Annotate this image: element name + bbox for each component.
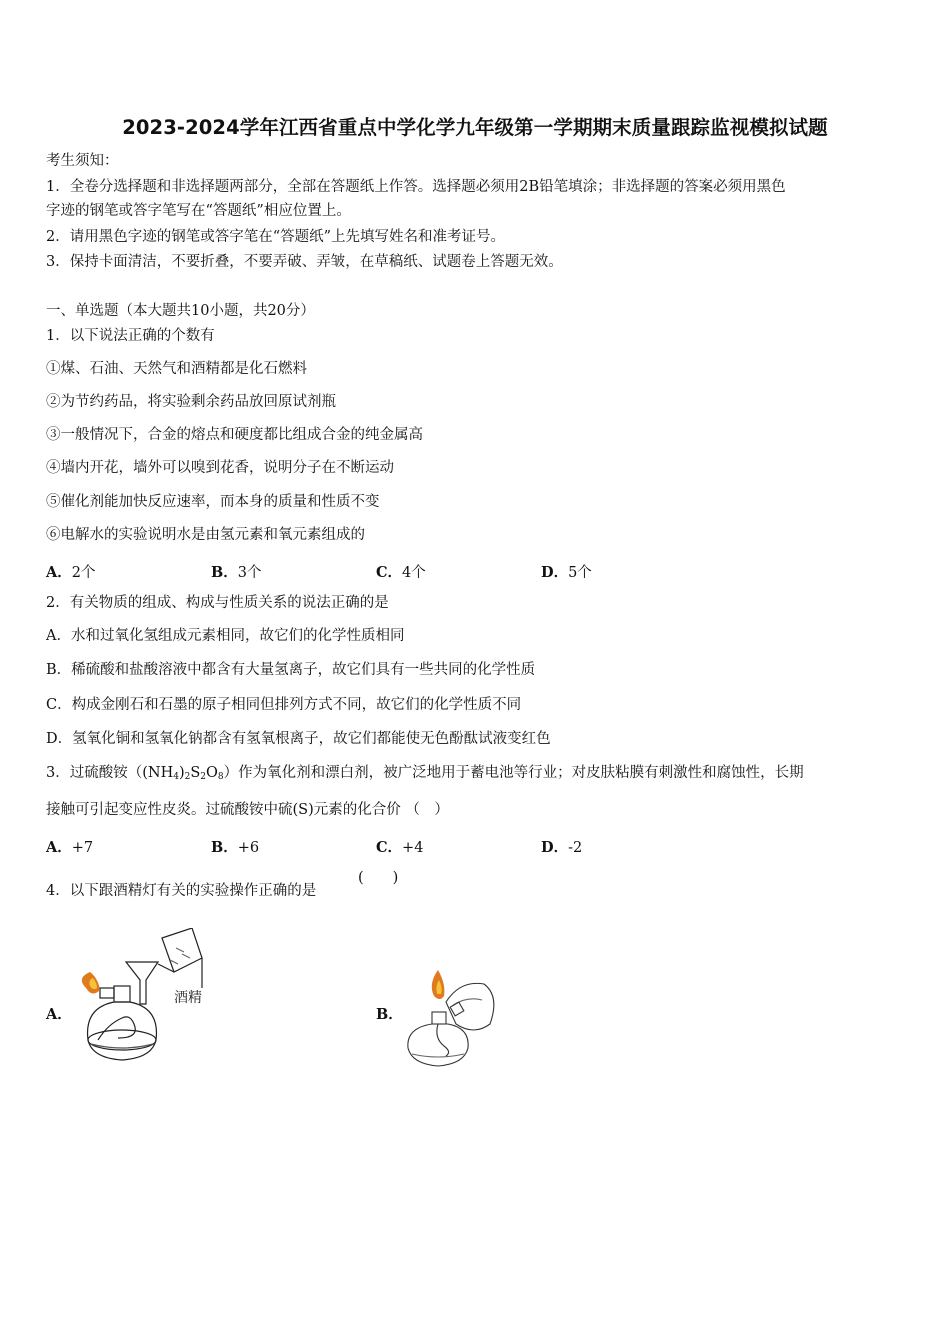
q3-option-b [211, 836, 259, 857]
section-heading: 一、单选题（本大题共10小题，共20分） [46, 303, 315, 319]
q3-stem-part: 3．过硫酸铵（(NH [46, 765, 174, 781]
option-label: B． [211, 564, 238, 581]
q3-option-a [46, 836, 93, 857]
q4-option-a-label: A． [46, 1006, 72, 1023]
notice-heading: 考生须知： [46, 153, 119, 169]
q3-stem-part: ）作为氧化剂和漂白剂，被广泛地用于蓄电池等行业；对皮肤粘膜有刺激性和腐蚀性，长期 [223, 765, 804, 781]
q2-option-c: C．构成金刚石和石墨的原子相同但排列方式不同，故它们的化学性质不同 [46, 697, 522, 713]
option-label: D． [541, 839, 569, 856]
page-title: 2023-2024学年江西省重点中学化学九年级第一学期期末质量跟踪监视模拟试题 [122, 116, 828, 139]
option-label: C． [376, 839, 403, 856]
q1-statement: ①煤、石油、天然气和酒精都是化石燃料 [46, 361, 307, 377]
q1-statement: ③一般情况下，合金的熔点和硬度都比组成合金的纯金属高 [46, 427, 423, 443]
q3-stem-part: S [190, 765, 201, 781]
q3-stem-line2: 接触可引起变应性皮炎。过硫酸铵中硫(S)元素的化合价 （ ） [46, 802, 449, 818]
q2-option-d: D．氢氧化铜和氢氧化钠都含有氢氧根离子，故它们都能使无色酚酞试液变红色 [46, 731, 551, 747]
q4-stem: 4．以下跟酒精灯有关的实验操作正确的是 [46, 883, 317, 899]
notice-item: 3．保持卡面清洁，不要折叠，不要弄破、弄皱，在草稿纸、试题卷上答题无效。 [46, 254, 563, 270]
q1-option-a [46, 561, 96, 582]
q1-statement: ⑤催化剂能加快反应速率，而本身的质量和性质不变 [46, 494, 380, 510]
q2-stem: 2．有关物质的组成、构成与性质关系的说法正确的是 [46, 595, 389, 611]
q1-option-b [211, 561, 262, 582]
q4-option-b-label: B． [376, 1006, 403, 1023]
option-text: +6 [237, 840, 260, 856]
q3-option-d [541, 836, 582, 857]
option-text: -2 [568, 840, 583, 856]
option-label: D． [541, 564, 569, 581]
q3-option-c [376, 836, 423, 857]
q3-stem-part: ) [178, 765, 185, 781]
q3-stem [46, 765, 804, 783]
option-text: 3个 [237, 565, 262, 581]
alcohol-lamp-lighting-figure [404, 966, 500, 1070]
notice-item: 字迹的钢笔或答字笔写在“答题纸”相应位置上。 [46, 203, 351, 219]
option-text: +7 [71, 840, 94, 856]
q1-statement: ④墙内开花，墙外可以嗅到花香，说明分子在不断运动 [46, 460, 394, 476]
option-text: 4个 [402, 565, 426, 581]
alcohol-lamp-refill-figure [78, 928, 228, 1068]
option-label: A． [46, 564, 72, 581]
q1-statement: ②为节约药品，将实验剩余药品放回原试剂瓶 [46, 394, 336, 410]
q2-option-a: A．水和过氧化氢组成元素相同，故它们的化学性质相同 [46, 628, 405, 644]
q1-statement: ⑥电解水的实验说明水是由氢元素和氧元素组成的 [46, 527, 365, 543]
option-label: A． [46, 839, 72, 856]
notice-item: 2．请用黑色字迹的钢笔或答字笔在“答题纸”上先填写姓名和准考证号。 [46, 229, 506, 245]
option-text: +4 [402, 840, 424, 856]
option-text: 5个 [568, 565, 592, 581]
subscript: 2 [200, 772, 207, 782]
q4-answer-paren: ( ) [358, 870, 399, 886]
q1-option-d [541, 561, 592, 582]
notice-item: 1．全卷分选择题和非选择题两部分，全部在答题纸上作答。选择题必须用2B铅笔填涂；非选择题的答案必须用黑色 [46, 179, 786, 195]
option-text: 2个 [71, 565, 96, 581]
option-label: C． [376, 564, 403, 581]
subscript: 8 [217, 772, 224, 782]
q3-stem-part: O [206, 765, 218, 781]
figure-label-alcohol: 酒精 [174, 990, 202, 1006]
q2-option-b: B．稀硫酸和盐酸溶液中都含有大量氢离子，故它们具有一些共同的化学性质 [46, 662, 536, 678]
q1-option-c [376, 561, 426, 582]
subscript: 2 [184, 772, 191, 782]
option-label: B． [211, 839, 238, 856]
subscript: 4 [173, 772, 179, 782]
q1-stem: 1．以下说法正确的个数有 [46, 328, 215, 344]
